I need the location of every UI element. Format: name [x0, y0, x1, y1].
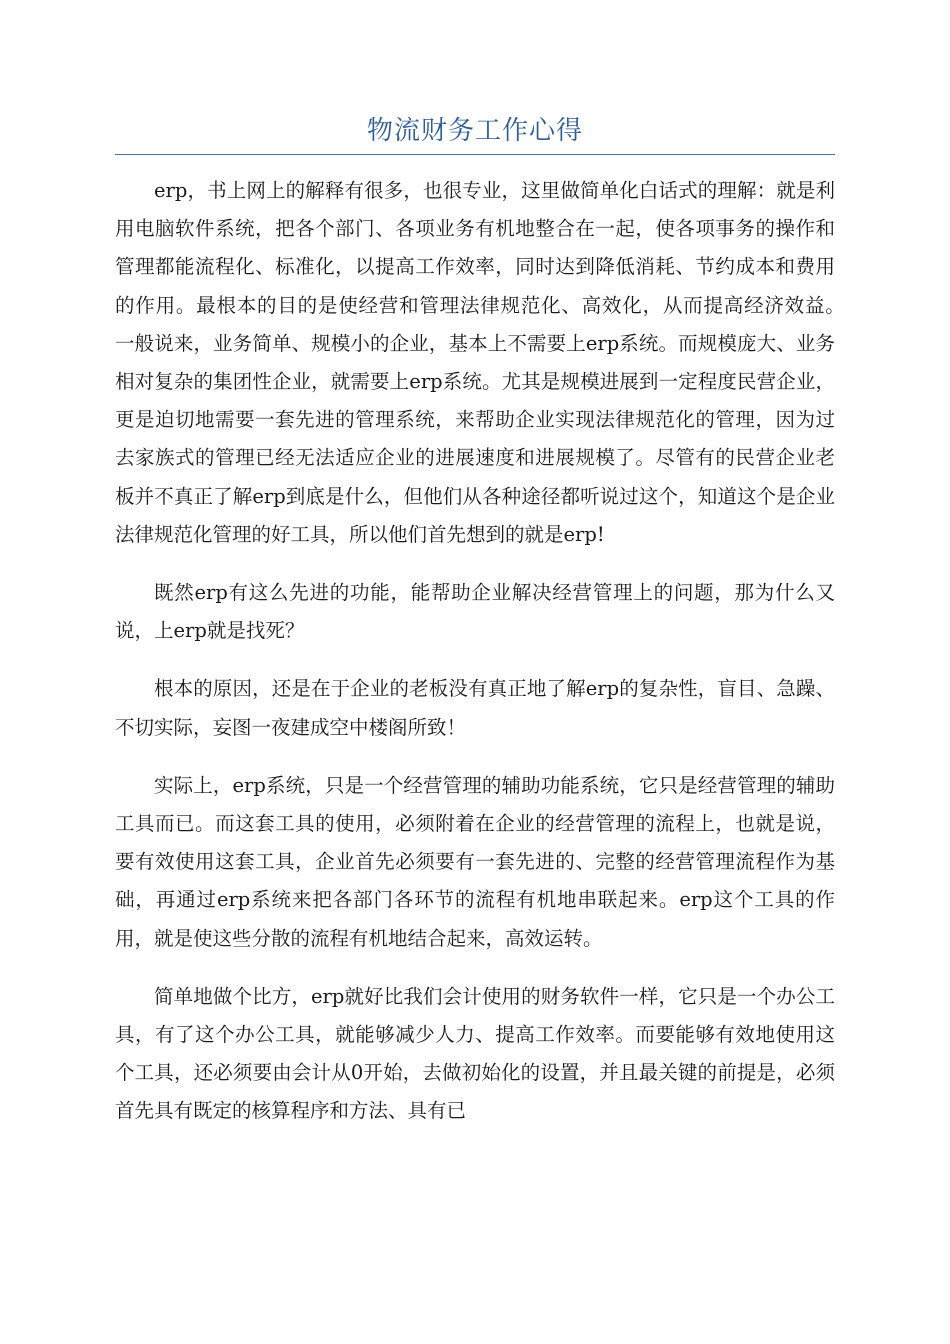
paragraph-2: 既然erp有这么先进的功能，能帮助企业解决经营管理上的问题，那为什么又说，上erp就是找死？ — [115, 581, 835, 643]
paragraph-5: 简单地做个比方，erp就好比我们会计使用的财务软件一样，它只是一个办公工具，有了这个办公工具，就能够减少人力、提高工作效率。而要能够有效地使用这个工具，还必须要由会计从0开始，去做初始化的设置，并且最关键的前提是，必须首先具有既定的核算程序和方法、具有已 — [115, 984, 835, 1123]
document-body — [115, 172, 855, 1151]
paragraph-3: 根本的原因，还是在于企业的老板没有真正地了解erp的复杂性，盲目、急躁、不切实际，妄图一夜建成空中楼阁所致！ — [115, 677, 835, 739]
title-underline — [115, 154, 835, 155]
paragraph-4: 实际上，erp系统，只是一个经营管理的辅助功能系统，它只是经营管理的辅助工具而已。而这套工具的使用，必须附着在企业的经营管理的流程上，也就是说，要有效使用这套工具，企业首先必须要有一套先进的、完整的经营管理流程作为基础，再通过erp系统来把各部门各环节的流程有机地串联起来。erp这个工具的作用，就是使这些分散的流程有机地结合起来，高效运转。 — [115, 773, 835, 950]
page-title: 物流财务工作心得 — [366, 116, 583, 146]
paragraph-1: erp，书上网上的解释有很多，也很专业，这里做简单化白话式的理解：就是利用电脑软件系统，把各个部门、各项业务有机地整合在一起，使各项事务的操作和管理都能流程化、标准化，以提高工作效率，同时达到降低消耗、节约成本和费用的作用。最根本的目的是使经营和管理法律规范化、高效化，从而提高经济效益。 一般说来，业务简单、规模小的企业，基本上不需要上erp系统。而规模庞大、业务相对复杂的集团性企业，就需要上erp系统。尤其是规模进展到一定程度民营企业，更是迫切地需要一套先进的管理系统，来帮助企业实现法律规范化的管理，因为过去家族式的管理已经无法适应企业的进展速度和进展规模了。尽管有的民营企业老板并不真正了解erp到底是什么，但他们从各种途径都听说过这个，知道这个是企业法律规范化管理的好工具，所以他们首先想到的就是erp! — [115, 179, 855, 546]
